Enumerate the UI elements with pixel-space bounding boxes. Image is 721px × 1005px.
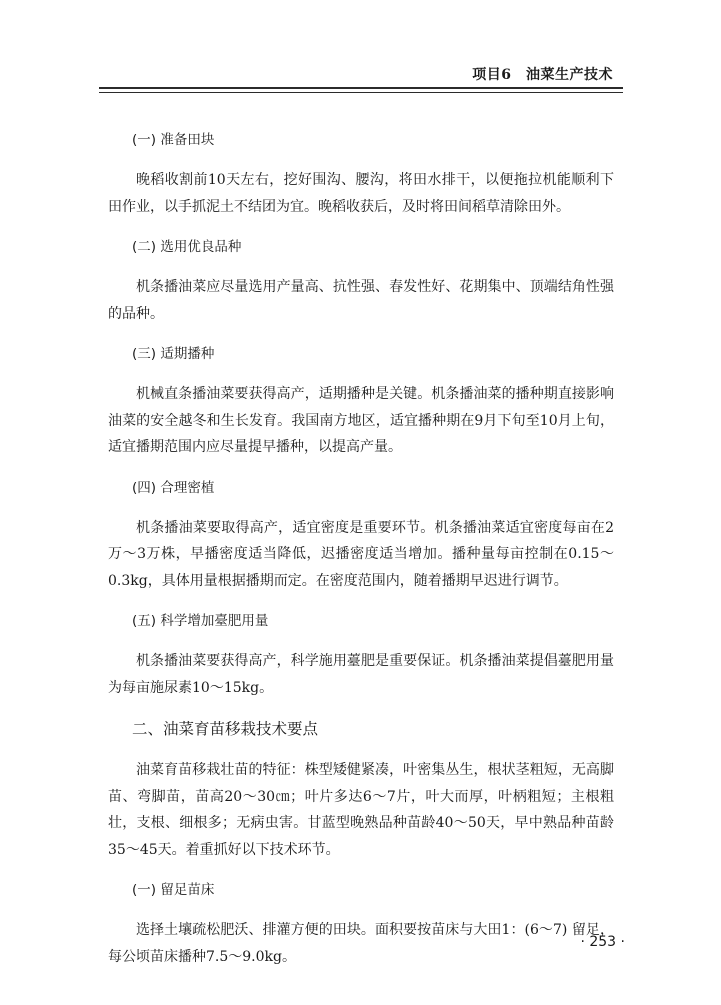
section-heading-timely-sowing: (三) 适期播种 [132, 346, 215, 362]
paragraph-seedbed: 选择土壤疏松肥沃、排灌方便的田块。面积要按苗床与大田1：(6～7) 留足，每公顷苗床播种7.5～9.0kg。 [108, 922, 614, 965]
paragraph-timely-sowing: 机械直条播油菜要获得高产，适期播种是关键。机条播油菜的播种期直接影响油菜的安全越冬和生长发育。我国南方地区，适宜播种期在9月下旬至10月上旬，适宜播期范围内应尽量提早播种，以提高产量。 [108, 386, 614, 455]
paragraph-transplanting-intro: 油菜育苗移栽壮苗的特征：株型矮健紧凑，叶密集丛生，根状茎粗短，无高脚苗、弯脚苗，苗高20～30㎝；叶片多达6～7片，叶大而厚，叶柄粗短；主根粗壮，支根、细根多；无病虫害。甘蓝型晚熟品种苗龄40～50天，早中熟品种苗龄35～45天。着重抓好以下技术环节。 [108, 762, 614, 858]
section-heading-seedbed: (一) 留足苗床 [132, 882, 215, 898]
running-header: 项目6 油菜生产技术 [472, 67, 613, 83]
part-heading-transplanting: 二、油菜育苗移栽技术要点 [132, 720, 319, 738]
page-body [108, 130, 614, 970]
paragraph-select-variety: 机条播油菜应尽量选用产量高、抗性强、春发性好、花期集中、顶端结角性强的品种。 [108, 279, 614, 322]
section-heading-bolting-fertilizer: (五) 科学增加臺肥用量 [132, 613, 269, 629]
paragraph-dense-planting: 机条播油菜要取得高产，适宜密度是重要环节。机条播油菜适宜密度每亩在2万～3万株，早播密度适当降低，迟播密度适当增加。播种量每亩控制在0.15～0.3kg，具体用量根据播期而定。在密度范围内，随着播期早迟进行调节。 [108, 519, 614, 589]
paragraph-prepare-field: 晚稻收割前10天左右，挖好围沟、腰沟，将田水排干，以便拖拉机能顺利下田作业，以手抓泥土不结团为宜。晚稻收获后，及时将田间稻草清除田外。 [108, 172, 614, 215]
paragraph-bolting-fertilizer: 机条播油菜要获得高产，科学施用薹肥是重要保证。机条播油菜提倡薹肥用量为每亩施尿素10～15kg。 [108, 653, 614, 696]
header-rule-thick [99, 87, 623, 89]
header-rule-thin [99, 92, 623, 93]
section-heading-prepare-field: (一) 准备田块 [132, 132, 215, 148]
section-heading-select-variety: (二) 选用优良品种 [132, 239, 242, 255]
section-heading-dense-planting: (四) 合理密植 [132, 479, 215, 496]
page-number: · 253 · [580, 934, 625, 950]
